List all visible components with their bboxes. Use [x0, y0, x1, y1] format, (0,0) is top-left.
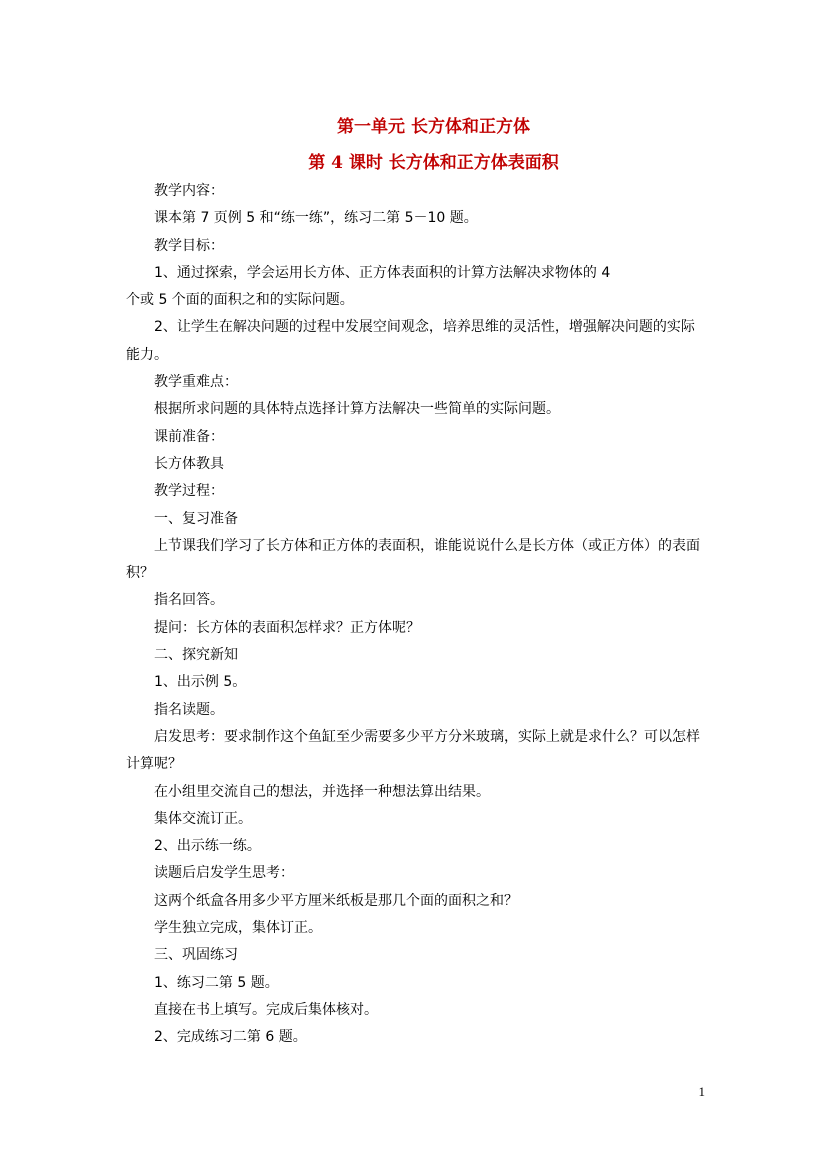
paragraph: 直接在书上填写。完成后集体核对。: [154, 1001, 378, 1018]
paragraph: 上节课我们学习了长方体和正方体的表面积，谁能说说什么是长方体（或正方体）的表面积？: [126, 537, 700, 582]
paragraph: 学生独立完成，集体订正。: [154, 920, 322, 937]
paragraph: 教学目标：: [154, 237, 224, 254]
paragraph: 1、出示例 5。: [154, 674, 247, 691]
paragraph: 1、通过探索，学会运用长方体、正方体表面积的计算方法解决求物体的 4: [154, 264, 611, 281]
document-subtitle: 第 4 课时 长方体和正方体表面积: [308, 153, 559, 173]
paragraph: 长方体教具: [154, 455, 224, 472]
paragraph: 个或 5 个面的面积之和的实际问题。: [126, 292, 354, 309]
paragraph: 指名读题。: [154, 701, 224, 718]
paragraph: 教学过程：: [154, 483, 224, 500]
paragraph: 提问：长方体的表面积怎样求？正方体呢？: [154, 619, 420, 636]
paragraph: 二、探究新知: [154, 647, 238, 664]
paragraph: 2、让学生在解决问题的过程中发展空间观念，培养思维的灵活性，增强解决问题的实际能力。: [126, 319, 695, 363]
paragraph: 三、巩固练习: [154, 947, 238, 964]
paragraph: 2、出示练一练。: [154, 838, 261, 855]
paragraph: 课本第 7 页例 5 和“练一练”，练习二第 5－10 题。: [154, 210, 478, 227]
paragraph: 课前准备：: [154, 428, 224, 445]
paragraph: 在小组里交流自己的想法，并选择一种想法算出结果。: [154, 783, 490, 800]
paragraph: 1、练习二第 5 题。: [154, 974, 279, 991]
paragraph: 集体交流订正。: [154, 810, 252, 827]
paragraph: 启发思考：要求制作这个鱼缸至少需要多少平方分米玻璃，实际上就是求什么？可以怎样计算呢？: [126, 728, 700, 773]
paragraph: 教学重难点：: [154, 374, 238, 391]
page-number: 1: [698, 1084, 705, 1099]
document-title: 第一单元 长方体和正方体: [337, 117, 530, 137]
paragraph: 这两个纸盒各用多少平方厘米纸板是那几个面的面积之和？: [154, 892, 518, 909]
document-body: [126, 178, 706, 1052]
paragraph: 读题后启发学生思考：: [154, 865, 294, 882]
paragraph: 教学内容：: [154, 183, 224, 199]
paragraph: 2、完成练习二第 6 题。: [154, 1029, 307, 1046]
paragraph: 根据所求问题的具体特点选择计算方法解决一些简单的实际问题。: [154, 401, 560, 418]
paragraph: 指名回答。: [154, 592, 224, 609]
paragraph: 一、复习准备: [154, 510, 238, 527]
